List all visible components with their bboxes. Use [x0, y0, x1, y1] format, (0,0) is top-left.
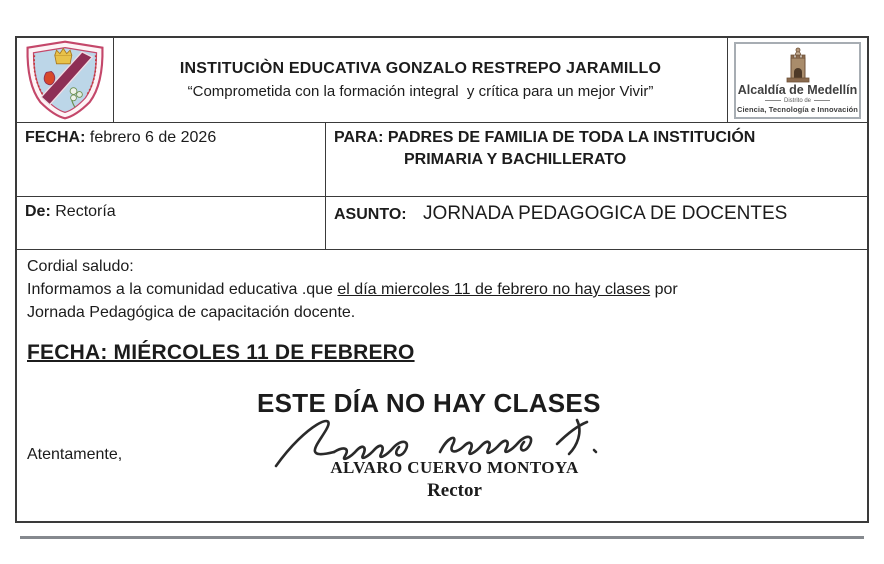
header-row [17, 38, 867, 123]
para-line2: PRIMARIA Y BACHILLERATO [404, 151, 627, 168]
asunto-cell [326, 197, 867, 249]
asunto-value: JORNADA PEDAGOGICA DE DOCENTES [423, 203, 788, 224]
alcaldia-tagline: Ciencia, Tecnología e Innovación [736, 104, 858, 114]
greeting: Cordial saludo: [27, 258, 134, 275]
school-motto: “Comprometida con la formación integral y crítica para un mejor Vivir” [187, 83, 654, 100]
fecha-label: FECHA: [25, 129, 86, 146]
dash-left [765, 100, 781, 101]
tower-icon [781, 46, 815, 84]
alcaldia-logo [734, 42, 861, 119]
info-line-2: Jornada Pedagógica de capacitación docente. [27, 304, 356, 321]
info-line-1 [27, 278, 857, 301]
para-line1: PARA: PADRES DE FAMILIA DE TODA LA INSTITUCIÓN [334, 129, 756, 146]
de-cell [17, 197, 326, 249]
info-pre: Informamos a la comunidad educativa .que [27, 281, 338, 298]
info-underlined: el día miercoles 11 de febrero no hay clases [337, 281, 651, 298]
date-heading: FECHA: MIÉRCOLES 11 DE FEBRERO [27, 341, 415, 364]
para-cell [326, 123, 867, 196]
signature-row [27, 446, 857, 526]
de-value: Rectoría [55, 203, 116, 220]
bottom-divider [20, 536, 864, 539]
meta-row-1 [17, 123, 867, 197]
no-classes-heading: ESTE DÍA NO HAY CLASES [257, 388, 601, 418]
district-label: Distrito de [783, 97, 811, 104]
meta-row-2 [17, 197, 867, 250]
header-title-cell [114, 38, 728, 122]
school-name: INSTITUCIÒN EDUCATIVA GONZALO RESTREPO JARAMILLO [179, 60, 662, 77]
fecha-cell [17, 123, 326, 196]
school-crest-icon [22, 40, 108, 120]
de-label: De: [25, 203, 51, 220]
info-post: por [650, 281, 678, 298]
signature-block [282, 432, 627, 502]
signer-name: ALVARO CUERVO MONTOYA [330, 458, 579, 477]
notice-table [15, 36, 869, 523]
dash-right [814, 100, 830, 101]
fecha-value: febrero 6 de 2026 [89, 129, 217, 146]
signer-title: Rector [427, 480, 482, 501]
alcaldia-cell [728, 38, 867, 122]
asunto-label: ASUNTO: [334, 206, 407, 223]
body-cell [17, 250, 867, 521]
school-crest-cell [17, 38, 114, 122]
alcaldia-district [765, 98, 830, 104]
alcaldia-name: Alcaldía de Medellín [737, 82, 858, 97]
closing: Atentamente, [27, 446, 123, 463]
